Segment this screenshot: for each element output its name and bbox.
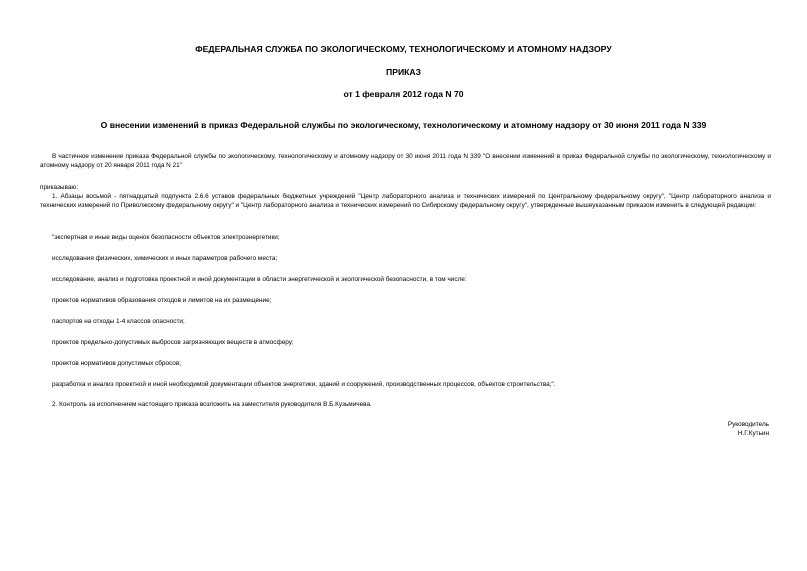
order-word: приказываю: xyxy=(40,184,78,191)
list-item-1: "экспертная и иные виды оценок безопасности объектов электроэнергетики; xyxy=(52,234,280,241)
list-item-4: проектов нормативов образования отходов и лимитов на их размещение; xyxy=(52,297,272,304)
point-1-paragraph: 1. Абзацы восьмой - пятнадцатый подпункта 2.6.6 уставов федеральных бюджетных учреждений "Центр лабораторного анализа и технических измерений по Центральному федеральному округу", "Центр лабораторного анализа и технических измерений по Приволжскому федеральному округу" и "Центр лабораторного анализа и технических измерений по Сибирскому федеральному округу", утвержденные вышеуказанным приказом изменить в следующей редакции: xyxy=(40,193,771,209)
signature-block xyxy=(728,421,769,439)
list-item-6: проектов предельно-допустимых выбросов загрязняющих веществ в атмосферу; xyxy=(52,339,294,346)
list-item-5: паспортов на отходы 1-4 классов опасности; xyxy=(52,318,185,325)
document-title: О внесении изменений в приказ Федеральной службы по экологическому, технологическому и атомному надзору от 30 июня 2011 года N 339 xyxy=(100,120,707,130)
list-item-7: проектов нормативов допустимых сбросов; xyxy=(52,360,182,367)
list-item-3: исследование, анализ и подготовка проектной и иной документации в области энергетической и экологической безопасности, в том числе: xyxy=(52,276,467,283)
document-type: ПРИКАЗ xyxy=(386,67,421,77)
signatory-position: Руководитель xyxy=(727,421,769,428)
intro-paragraph: В частичное изменение приказа Федеральной службы по экологическому, технологическому и атомному надзору от 30 июня 2011 года N 339 "О внесении изменений в приказ Федеральной службы по экологическому, технологическому и атомному надзору от 20 января 2011 года N 21" xyxy=(40,153,771,169)
document-date-number: от 1 февраля 2012 года N 70 xyxy=(343,89,464,99)
list-item-8: разработка и анализ проектной и иной необходимой документации объектов энергетики, зданий и сооружений, производственных процессов, объектов строительства;". xyxy=(52,381,556,388)
signatory-name: Н.Г.Кутьин xyxy=(737,429,769,437)
point-2-paragraph: 2. Контроль за исполнением настоящего приказа возложить на заместителя руководителя В.Б.Кузьмичева. xyxy=(52,401,372,408)
list-item-2: исследования физических, химических и иных параметров рабочего места; xyxy=(52,255,278,262)
agency-name: ФЕДЕРАЛЬНАЯ СЛУЖБА ПО ЭКОЛОГИЧЕСКОМУ, ТЕХНОЛОГИЧЕСКОМУ И АТОМНОМУ НАДЗОРУ xyxy=(195,44,612,54)
